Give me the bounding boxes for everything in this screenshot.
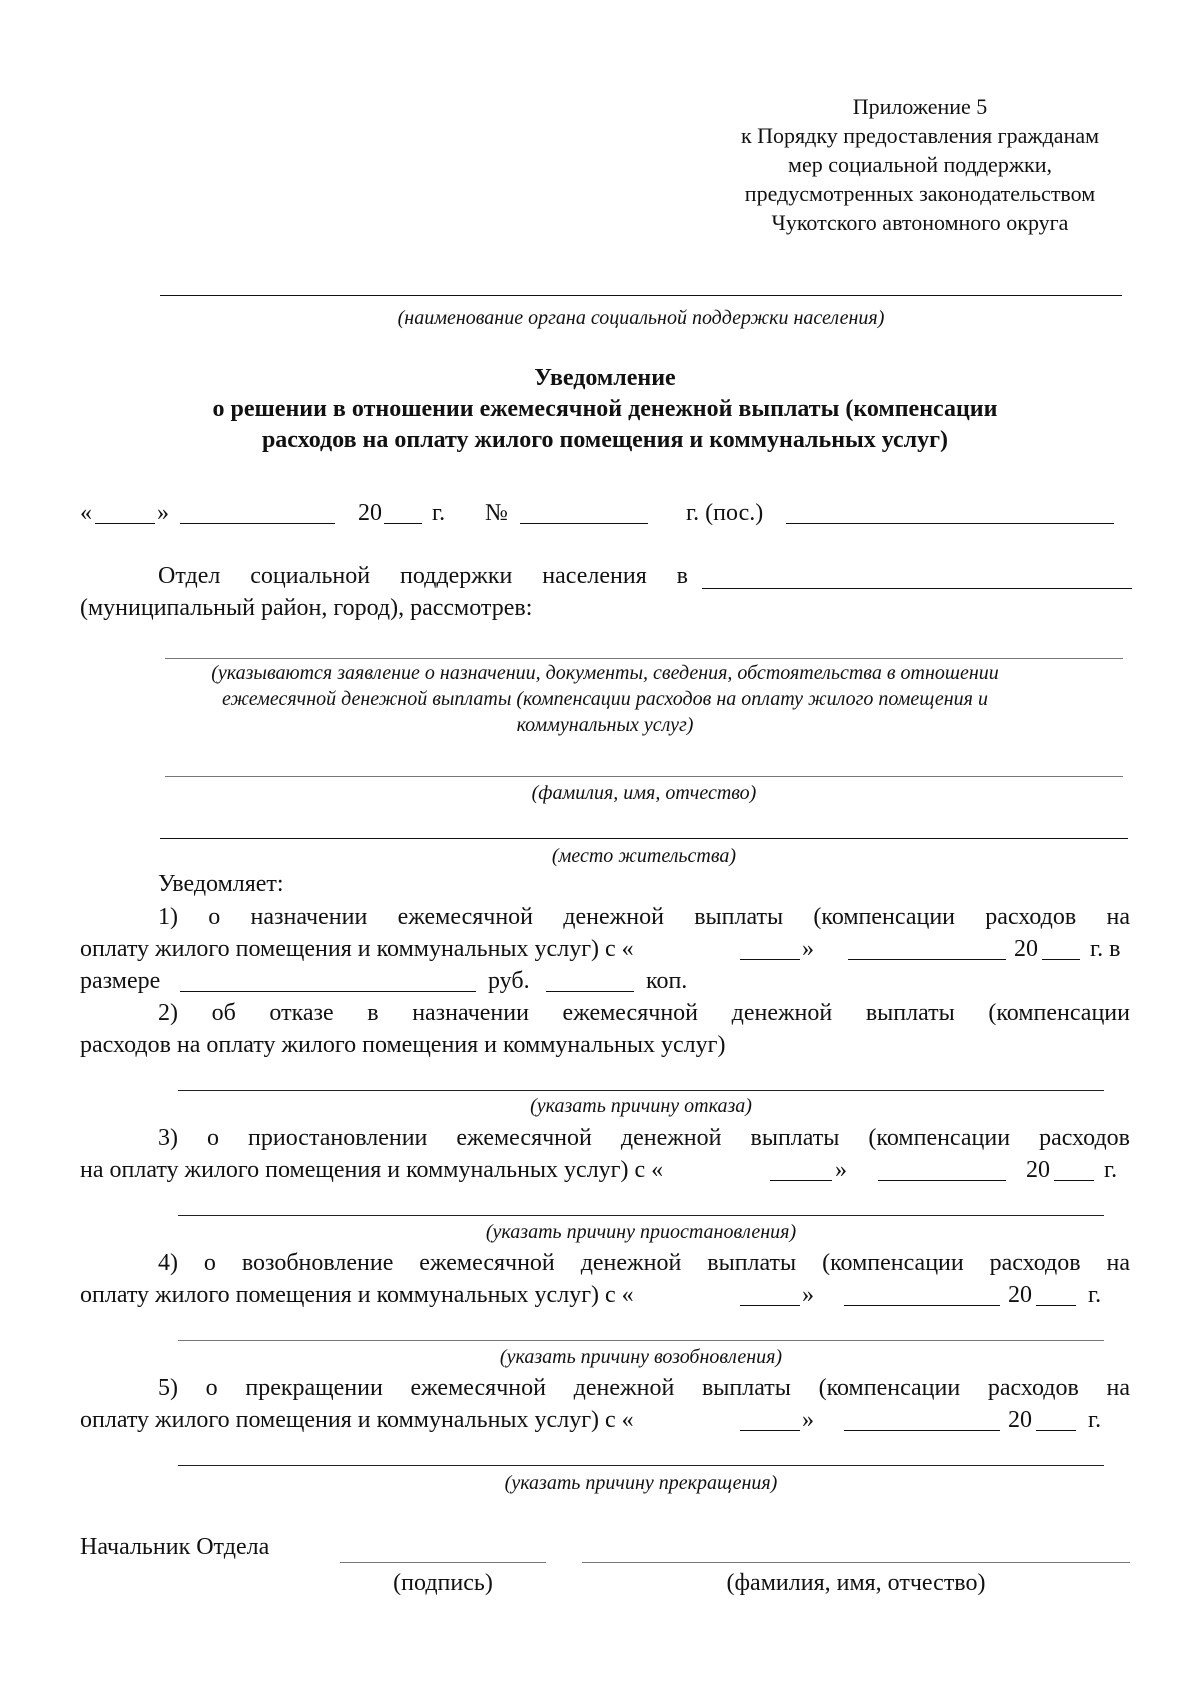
documents-caption xyxy=(80,660,1130,738)
item3-caption: (указать причину приостановления) xyxy=(485,1221,797,1243)
documents-caption-line-2: ежемесячной денежной выплаты (компенсации расходов на оплату жилого помещения и xyxy=(222,688,988,710)
item4-line-2 xyxy=(80,1279,1130,1311)
year-prefix: 20 xyxy=(358,500,382,526)
item4-line-2-text: оплату жилого помещения и коммунальных услуг) с « xyxy=(80,1282,634,1308)
item2-line-2: расходов на оплату жилого помещения и коммунальных услуг) xyxy=(80,1032,726,1058)
city-field[interactable] xyxy=(786,501,1114,524)
item1-line-3 xyxy=(80,965,780,997)
number-sign: № xyxy=(485,500,508,526)
item4-line-2-end: г. xyxy=(1088,1282,1102,1308)
intro-line-2: (муниципальный район, город), рассмотрев: xyxy=(80,595,533,621)
org-name-line[interactable] xyxy=(160,295,1122,296)
org-name-caption: (наименование органа социальной поддержки населения) xyxy=(397,307,885,329)
appendix-line-2: к Порядку предоставления гражданам xyxy=(740,123,1100,148)
item2-line-1: 2) об отказе в назначении ежемесячной денежной выплаты (компенсации xyxy=(158,1000,1130,1026)
department-location-field[interactable] xyxy=(702,588,1132,589)
item5-caption: (указать причину прекращения) xyxy=(504,1472,778,1494)
date-row xyxy=(80,497,1130,529)
item5-year-prefix: 20 xyxy=(1008,1407,1032,1433)
item5-year-field[interactable] xyxy=(1036,1408,1076,1431)
item2-reason-line[interactable] xyxy=(178,1090,1104,1091)
item4-year-field[interactable] xyxy=(1036,1283,1076,1306)
item3-year-prefix: 20 xyxy=(1026,1157,1050,1183)
item3-month-field[interactable] xyxy=(878,1158,1006,1181)
title-line-3: расходов на оплату жилого помещения и коммунальных услуг) xyxy=(261,427,949,453)
item4-month-field[interactable] xyxy=(844,1283,1000,1306)
item4-year-prefix: 20 xyxy=(1008,1282,1032,1308)
item1-line-2 xyxy=(80,933,1130,965)
residence-line[interactable] xyxy=(160,838,1128,839)
title-line-1: Уведомление xyxy=(534,365,676,391)
fio-line[interactable] xyxy=(165,776,1123,777)
item1-day-field[interactable] xyxy=(740,937,800,960)
year-field[interactable] xyxy=(384,501,422,524)
appendix-header xyxy=(700,92,1140,237)
signature-fio-line[interactable] xyxy=(582,1562,1130,1563)
appendix-line-4: предусмотренных законодательством xyxy=(744,181,1096,206)
month-field[interactable] xyxy=(180,501,335,524)
item3-line-2-end: г. xyxy=(1104,1157,1118,1183)
item1-line-1: 1) о назначении ежемесячной денежной выплаты (компенсации расходов на xyxy=(158,904,1130,930)
year-suffix: г. xyxy=(432,500,446,526)
signature-caption: (подпись) xyxy=(393,1570,493,1596)
item1-line-2-end: г. в xyxy=(1090,936,1121,962)
document-title xyxy=(80,363,1130,456)
item3-line-2-text: на оплату жилого помещения и коммунальных услуг) с « xyxy=(80,1157,664,1183)
item3-reason-line[interactable] xyxy=(178,1215,1104,1216)
date-close-quote: » xyxy=(157,500,169,526)
item1-year-field[interactable] xyxy=(1042,937,1080,960)
item5-close-quote: » xyxy=(802,1407,814,1433)
notifies-label: Уведомляет: xyxy=(158,871,284,897)
item3-day-field[interactable] xyxy=(770,1158,832,1181)
item3-line-2 xyxy=(80,1154,1130,1186)
city-label: г. (пос.) xyxy=(686,500,764,526)
amount-label: размере xyxy=(80,968,161,994)
rub-label: руб. xyxy=(488,968,530,994)
title-line-2: о решении в отношении ежемесячной денежной выплаты (компенсации xyxy=(212,396,998,422)
item5-line-1: 5) о прекращении ежемесячной денежной выплаты (компенсации расходов на xyxy=(158,1375,1130,1401)
rub-field[interactable] xyxy=(180,969,476,992)
item3-close-quote: » xyxy=(835,1157,847,1183)
appendix-line-3: мер социальной поддержки, xyxy=(788,152,1052,177)
item4-caption: (указать причину возобновления) xyxy=(499,1346,783,1368)
signature-role: Начальник Отдела xyxy=(80,1534,270,1560)
documents-caption-line-3: коммунальных услуг) xyxy=(516,714,694,736)
day-field[interactable] xyxy=(95,501,155,524)
signature-fio-caption: (фамилия, имя, отчество) xyxy=(726,1570,986,1596)
residence-caption: (место жительства) xyxy=(551,845,737,867)
item5-reason-line[interactable] xyxy=(178,1465,1104,1466)
item3-line-1: 3) о приостановлении ежемесячной денежной выплаты (компенсации расходов xyxy=(158,1125,1130,1151)
item3-year-field[interactable] xyxy=(1054,1158,1094,1181)
item1-month-field[interactable] xyxy=(848,937,1006,960)
kop-field[interactable] xyxy=(546,969,634,992)
documents-line[interactable] xyxy=(165,658,1123,659)
item5-line-2-text: оплату жилого помещения и коммунальных услуг) с « xyxy=(80,1407,634,1433)
item1-close-quote: » xyxy=(802,936,814,962)
item5-day-field[interactable] xyxy=(740,1408,800,1431)
item4-line-1: 4) о возобновление ежемесячной денежной выплаты (компенсации расходов на xyxy=(158,1250,1130,1276)
item4-close-quote: » xyxy=(802,1282,814,1308)
item1-year-prefix: 20 xyxy=(1014,936,1038,962)
date-open-quote: « xyxy=(80,500,92,526)
item2-caption: (указать причину отказа) xyxy=(530,1095,752,1117)
signature-line[interactable] xyxy=(340,1562,546,1563)
appendix-line-1: Приложение 5 xyxy=(852,94,988,119)
appendix-line-5: Чукотского автономного округа xyxy=(771,210,1069,235)
intro-line-1: Отдел социальной поддержки населения в xyxy=(158,563,688,589)
number-field[interactable] xyxy=(520,501,648,524)
documents-caption-line-1: (указываются заявление о назначении, документы, сведения, обстоятельства в отношении xyxy=(211,662,999,684)
item4-reason-line[interactable] xyxy=(178,1340,1104,1341)
item5-month-field[interactable] xyxy=(844,1408,1000,1431)
item4-day-field[interactable] xyxy=(740,1283,800,1306)
item1-line-2-text: оплату жилого помещения и коммунальных услуг) с « xyxy=(80,936,634,962)
item5-line-2-end: г. xyxy=(1088,1407,1102,1433)
item5-line-2 xyxy=(80,1404,1130,1436)
kop-label: коп. xyxy=(646,968,688,994)
fio-caption: (фамилия, имя, отчество) xyxy=(531,782,757,804)
